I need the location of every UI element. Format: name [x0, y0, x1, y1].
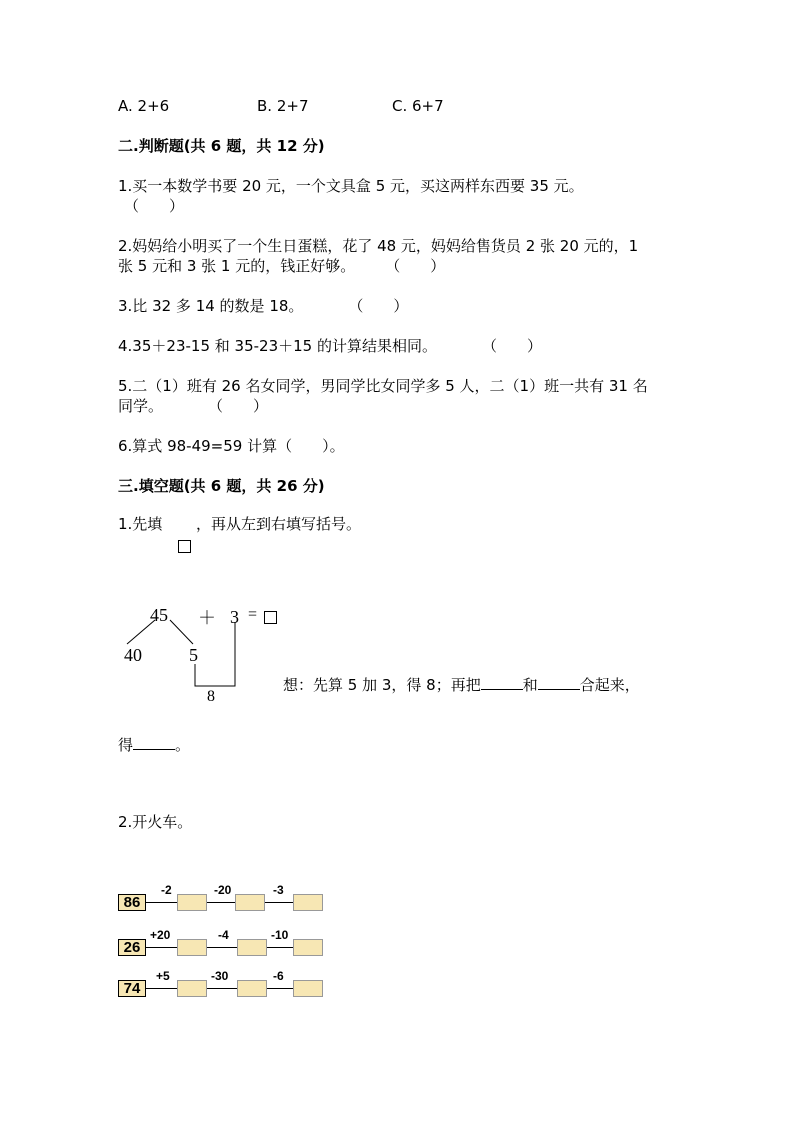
train-car[interactable] [177, 939, 207, 956]
think-part2: 合起来， [579, 676, 640, 694]
judge-q5-line2: 同学。 （ ） [118, 397, 269, 415]
judge-q6: 6.算式 98-49=59 计算（ ）。 [118, 437, 345, 455]
train-op: +20 [150, 928, 171, 942]
train-car[interactable] [235, 894, 265, 911]
answer-box[interactable] [264, 609, 277, 628]
train-car[interactable] [237, 939, 267, 956]
train-op: -30 [211, 969, 229, 983]
train-op: -20 [214, 883, 232, 897]
number-40: 40 [124, 645, 142, 665]
plus-sign: ＋ [198, 608, 216, 628]
number-8: 8 [207, 688, 215, 705]
branch-line-right [170, 620, 193, 644]
train-car[interactable] [237, 980, 267, 997]
train-connector [265, 902, 293, 903]
train-car[interactable] [293, 894, 323, 911]
train-op: -3 [273, 883, 284, 897]
fill-q1-prefix: 1.先填 [118, 515, 163, 533]
option-b: B. 2+7 [257, 97, 309, 115]
fill-q2-title: 2.开火车。 [118, 813, 193, 831]
sum-bracket [195, 622, 235, 686]
think-text [283, 675, 640, 695]
train-connector [146, 988, 177, 989]
train-op: +5 [156, 969, 170, 983]
train-connector [207, 988, 237, 989]
number-5: 5 [189, 645, 198, 665]
train-start: 86 [118, 894, 146, 911]
judge-q2-line2: 张 5 元和 3 张 1 元的，钱正好够。 （ ） [118, 257, 446, 275]
option-a: A. 2+6 [118, 97, 170, 115]
judge-q5-line1: 5.二（1）班有 26 名女同学，男同学比女同学多 5 人，二（1）班一共有 31 名 [118, 377, 648, 395]
section3-heading: 三.填空题(共 6 题，共 26 分) [118, 477, 325, 495]
equals-sign: = [248, 606, 258, 623]
think-and: 和 [522, 676, 538, 694]
blank-3[interactable] [133, 735, 175, 750]
option-c: C. 6+7 [392, 97, 444, 115]
fill-q1-box[interactable] [178, 538, 191, 557]
train-row-1 [118, 883, 358, 913]
blank-1[interactable] [481, 675, 523, 690]
judge-q3: 3.比 32 多 14 的数是 18。 （ ） [118, 297, 409, 315]
train-op: -4 [218, 928, 229, 942]
train-op: -6 [273, 969, 284, 983]
train-op: -2 [161, 883, 172, 897]
think-part1: 想：先算 5 加 3，得 8；再把 [283, 676, 481, 694]
train-car[interactable] [177, 894, 207, 911]
judge-q1-answer[interactable]: （ ） [124, 197, 185, 215]
number-3: 3 [230, 607, 239, 627]
judge-q2-line1: 2.妈妈给小明买了一个生日蛋糕，花了 48 元，妈妈给售货员 2 张 20 元的，1 [118, 237, 639, 255]
section2-heading: 二.判断题(共 6 题，共 12 分) [118, 137, 325, 155]
train-connector [267, 988, 293, 989]
train-connector [146, 947, 177, 948]
judge-q1-line1: 1.买一本数学书要 20 元，一个文具盒 5 元，买这两样东西要 35 元。 [118, 177, 584, 195]
result-line [118, 735, 190, 755]
train-row-3 [118, 969, 358, 999]
train-car[interactable] [293, 939, 323, 956]
blank-2[interactable] [538, 675, 580, 690]
train-start: 74 [118, 980, 146, 997]
train-connector [146, 902, 177, 903]
result-suffix: 。 [175, 736, 191, 754]
train-car[interactable] [293, 980, 323, 997]
number-45: 45 [150, 605, 168, 625]
train-op: -10 [271, 928, 289, 942]
train-row-2 [118, 928, 358, 958]
train-connector [267, 947, 293, 948]
fill-q1-suffix: ，再从左到右填写括号。 [196, 515, 362, 533]
train-start: 26 [118, 939, 146, 956]
judge-q4: 4.35＋23-15 和 35-23＋15 的计算结果相同。 （ ） [118, 337, 542, 355]
result-prefix: 得 [118, 736, 134, 754]
train-connector [207, 902, 235, 903]
train-car[interactable] [177, 980, 207, 997]
train-connector [207, 947, 237, 948]
